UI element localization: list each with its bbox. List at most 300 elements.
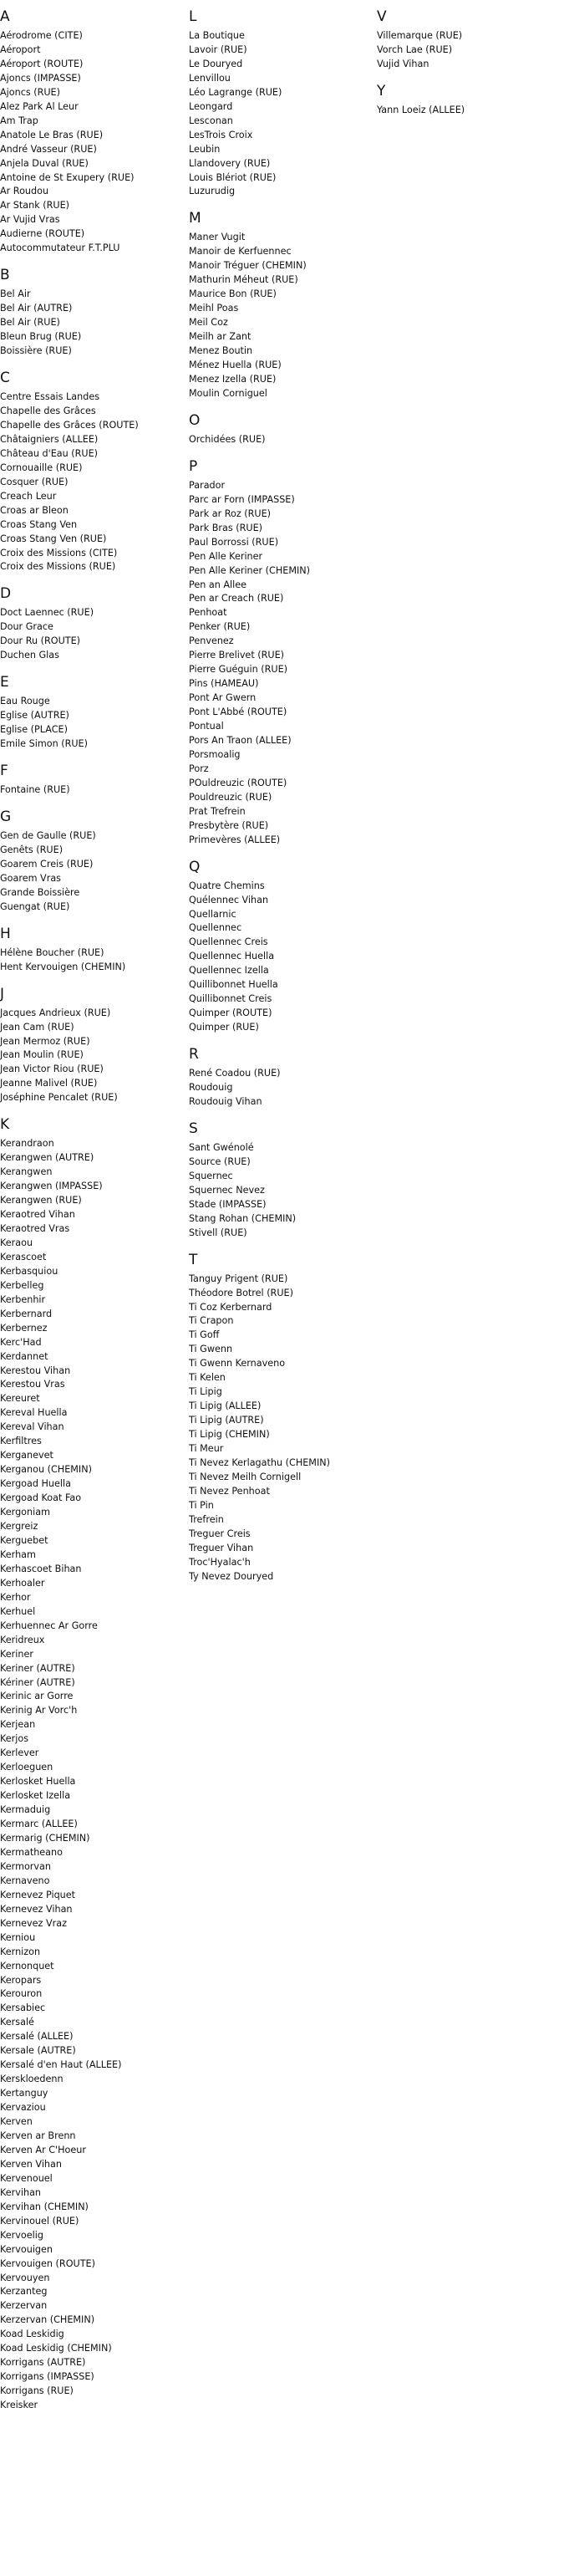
street-link[interactable]: Kernevez Piquet bbox=[0, 1889, 76, 1900]
street-link[interactable]: Ti Lipig bbox=[189, 1386, 222, 1398]
street-link[interactable]: Orchidées (RUE) bbox=[189, 433, 266, 445]
street-link[interactable]: Doct Laennec (RUE) bbox=[0, 607, 94, 619]
section-letter-heading: M bbox=[189, 210, 201, 227]
letter-section-c bbox=[0, 370, 184, 574]
street-link[interactable]: Kerloeguen bbox=[0, 1762, 53, 1773]
street-link[interactable]: Kerganou (CHEMIN) bbox=[0, 1464, 92, 1476]
street-link[interactable]: Antoine de St Exupery (RUE) bbox=[0, 171, 135, 183]
street-link[interactable]: Quillibonnet Creis bbox=[189, 993, 272, 1005]
street-link[interactable]: Kerangwen (IMPASSE) bbox=[0, 1181, 103, 1192]
street-link[interactable]: Ar Stank (RUE) bbox=[0, 200, 70, 212]
street-link[interactable]: Ti Goff bbox=[189, 1329, 220, 1341]
street-link[interactable]: Kerzervan (CHEMIN) bbox=[0, 2314, 95, 2326]
street-link[interactable]: Ti Crapon bbox=[189, 1315, 234, 1327]
street-link[interactable]: Keridreux bbox=[0, 1634, 45, 1645]
street-link[interactable]: Porz bbox=[189, 763, 209, 774]
street-link[interactable]: Korrigans (AUTRE) bbox=[0, 2357, 86, 2369]
street-link[interactable]: Kervihan bbox=[0, 2186, 42, 2198]
street-link[interactable]: Croas Stang Ven (RUE) bbox=[0, 533, 107, 544]
street-link[interactable]: Kerangwen bbox=[0, 1166, 53, 1178]
street-list bbox=[189, 1141, 373, 1241]
street-link[interactable]: Chapelle des Grâces bbox=[0, 405, 96, 416]
street-link[interactable]: Ti Nevez Meilh Cornigell bbox=[189, 1471, 302, 1482]
street-link[interactable]: Kerangwen (AUTRE) bbox=[0, 1152, 94, 1164]
street-link[interactable]: Eglise (PLACE) bbox=[0, 724, 68, 736]
street-link[interactable]: Goarem Creis (RUE) bbox=[0, 858, 94, 870]
letter-section-p bbox=[189, 458, 373, 848]
street-link[interactable]: Koad Leskidig (CHEMIN) bbox=[0, 2343, 112, 2354]
street-link[interactable]: Kermarc (ALLEE) bbox=[0, 1819, 78, 1830]
street-list bbox=[0, 288, 184, 359]
street-list bbox=[0, 390, 184, 574]
section-letter-heading: F bbox=[0, 763, 8, 780]
letter-section-t bbox=[189, 1252, 373, 1584]
street-link[interactable]: Prat Trefrein bbox=[189, 805, 246, 817]
street-link[interactable]: Leongard bbox=[189, 100, 233, 112]
street-link[interactable]: Pont L'Abbé (ROUTE) bbox=[189, 706, 287, 718]
street-link[interactable]: Ti Gwenn bbox=[189, 1344, 233, 1355]
section-letter-heading: E bbox=[0, 674, 9, 691]
street-link[interactable]: Croix des Missions (RUE) bbox=[0, 561, 116, 573]
street-link[interactable]: Kereval Huella bbox=[0, 1407, 68, 1419]
street-index-column-2 bbox=[189, 0, 373, 1584]
street-link[interactable]: Kerc'Had bbox=[0, 1336, 42, 1348]
street-link[interactable]: Kerlosket Izella bbox=[0, 1790, 71, 1802]
street-list bbox=[189, 231, 373, 400]
street-list bbox=[189, 1273, 373, 1584]
street-link[interactable]: Kerham bbox=[0, 1548, 36, 1560]
street-link[interactable]: Kersalé d'en Haut (ALLEE) bbox=[0, 2059, 122, 2071]
street-link[interactable]: Kersabiec bbox=[0, 2002, 46, 2014]
street-link[interactable]: Vorch Lae (RUE) bbox=[377, 43, 453, 55]
street-link[interactable]: Kerhoaler bbox=[0, 1577, 45, 1589]
street-index-column-1 bbox=[0, 0, 184, 2413]
street-link[interactable]: Meihl Poas bbox=[189, 303, 239, 314]
street-link[interactable]: Yann Loeiz (ALLEE) bbox=[377, 104, 465, 115]
street-link[interactable]: Boissière (RUE) bbox=[0, 345, 72, 357]
street-link[interactable]: Pont Ar Gwern bbox=[189, 692, 257, 704]
street-link[interactable]: Ar Vujid Vras bbox=[0, 214, 60, 226]
section-letter-heading: H bbox=[0, 925, 11, 942]
street-link[interactable]: Eglise (AUTRE) bbox=[0, 710, 69, 722]
letter-section-j bbox=[0, 986, 184, 1106]
street-link[interactable]: Duchen Glas bbox=[0, 650, 59, 661]
street-link[interactable]: Jean Victor Riou (RUE) bbox=[0, 1064, 104, 1075]
street-link[interactable]: Pen an Allee bbox=[189, 579, 247, 590]
letter-section-g bbox=[0, 809, 184, 915]
street-link[interactable]: Stivell (RUE) bbox=[189, 1227, 247, 1238]
street-link[interactable]: Autocommutateur F.T.PLU bbox=[0, 242, 120, 254]
street-link[interactable]: Jeanne Malivel (RUE) bbox=[0, 1078, 98, 1089]
street-link[interactable]: Korrigans (IMPASSE) bbox=[0, 2371, 94, 2383]
street-link[interactable]: Joséphine Pencalet (RUE) bbox=[0, 1092, 118, 1104]
street-link[interactable]: Mathurin Méheut (RUE) bbox=[189, 274, 298, 286]
street-link[interactable]: Kernizon bbox=[0, 1946, 41, 1957]
street-link[interactable]: Châtaigniers (ALLEE) bbox=[0, 433, 99, 445]
street-link[interactable]: Goarem Vras bbox=[0, 872, 61, 884]
letter-section-a bbox=[0, 8, 184, 256]
street-link[interactable]: Kerangwen (RUE) bbox=[0, 1195, 82, 1206]
street-link[interactable]: Ti Lipig (CHEMIN) bbox=[189, 1429, 270, 1441]
street-link[interactable]: Stang Rohan (CHEMIN) bbox=[189, 1212, 297, 1224]
section-letter-heading: P bbox=[189, 457, 198, 475]
street-link[interactable]: Source (RUE) bbox=[189, 1155, 251, 1167]
street-link[interactable]: Maner Vugit bbox=[189, 232, 246, 243]
section-letter-heading: V bbox=[377, 8, 387, 25]
street-link[interactable]: Gen de Gaulle (RUE) bbox=[0, 829, 96, 841]
street-link[interactable]: Quimper (ROUTE) bbox=[189, 1007, 272, 1019]
street-link[interactable]: Kerinic ar Gorre bbox=[0, 1691, 74, 1702]
street-list bbox=[189, 880, 373, 1035]
street-link[interactable]: Croas Stang Ven bbox=[0, 518, 78, 530]
street-link[interactable]: Lavoir (RUE) bbox=[189, 43, 247, 55]
street-link[interactable]: Pouldreuzic (RUE) bbox=[189, 791, 272, 803]
section-letter-heading: A bbox=[0, 8, 10, 25]
street-link[interactable]: Kergoad Huella bbox=[0, 1478, 71, 1490]
street-link[interactable]: Koad Leskidig bbox=[0, 2329, 64, 2340]
street-link[interactable]: Manoir Tréguer (CHEMIN) bbox=[189, 260, 307, 272]
street-link[interactable]: Penhoat bbox=[189, 607, 227, 619]
street-link[interactable]: Ti Meur bbox=[189, 1443, 224, 1455]
street-link[interactable]: Quellennec Creis bbox=[189, 936, 268, 948]
street-link[interactable]: Kerskloedenn bbox=[0, 2074, 64, 2085]
street-link[interactable]: Keraotred Vihan bbox=[0, 1209, 75, 1221]
street-link[interactable]: Villemarque (RUE) bbox=[377, 30, 463, 41]
street-link[interactable]: Ti Nevez Penhoat bbox=[189, 1485, 270, 1497]
street-link[interactable]: Pins (HAMEAU) bbox=[189, 678, 259, 690]
street-link[interactable]: Bel Air (RUE) bbox=[0, 317, 60, 329]
street-link[interactable]: Keraotred Vras bbox=[0, 1223, 70, 1234]
street-link[interactable]: Meilh ar Zant bbox=[189, 331, 252, 343]
street-link[interactable]: Stade (IMPASSE) bbox=[189, 1198, 267, 1210]
street-link[interactable]: Kereuret bbox=[0, 1393, 40, 1405]
street-list bbox=[0, 829, 184, 915]
street-link[interactable]: Luzurudig bbox=[189, 186, 236, 197]
street-link[interactable]: Maurice Bon (RUE) bbox=[189, 288, 277, 300]
street-link[interactable]: Trefrein bbox=[189, 1513, 224, 1525]
street-link[interactable]: Ti Pin bbox=[189, 1499, 214, 1511]
street-link[interactable]: Lenvillou bbox=[189, 72, 231, 84]
street-link[interactable]: Kerouron bbox=[0, 1988, 43, 2000]
letter-section-h bbox=[0, 926, 184, 975]
street-link[interactable]: Kermatheano bbox=[0, 1846, 63, 1858]
street-link[interactable]: Vujid Vihan bbox=[377, 58, 429, 69]
section-letter-heading: C bbox=[0, 370, 10, 387]
street-link[interactable]: Roudouig Vihan bbox=[189, 1096, 262, 1107]
street-link[interactable]: Squernec Nevez bbox=[189, 1184, 265, 1196]
letter-section-l bbox=[189, 8, 373, 199]
street-link[interactable]: Leubin bbox=[189, 143, 221, 155]
street-link[interactable]: Fontaine (RUE) bbox=[0, 784, 70, 796]
street-link[interactable]: Kerguebet bbox=[0, 1534, 48, 1546]
street-link[interactable]: Roudouig bbox=[189, 1082, 233, 1094]
street-link[interactable]: Kerestou Vras bbox=[0, 1379, 65, 1390]
street-link[interactable]: Alez Park Al Leur bbox=[0, 100, 79, 112]
street-link[interactable]: Kervouigen bbox=[0, 2243, 53, 2255]
street-link[interactable]: Château d'Eau (RUE) bbox=[0, 447, 99, 459]
street-list bbox=[189, 1067, 373, 1109]
section-letter-heading: L bbox=[189, 8, 197, 25]
street-link[interactable]: Kerven ar Brenn bbox=[0, 2130, 76, 2141]
street-link[interactable]: Kervouyen bbox=[0, 2272, 50, 2283]
street-link[interactable]: Kernevez Vraz bbox=[0, 1917, 67, 1929]
street-link[interactable]: Kerzanteg bbox=[0, 2286, 48, 2298]
street-link[interactable]: Kervoelig bbox=[0, 2229, 43, 2241]
street-link[interactable]: Kerven Ar C'Hoeur bbox=[0, 2144, 86, 2155]
street-link[interactable]: Pierre Guéguin (RUE) bbox=[189, 664, 288, 676]
street-link[interactable]: Cornouaille (RUE) bbox=[0, 462, 83, 473]
street-link[interactable]: Ménez Huella (RUE) bbox=[189, 360, 282, 371]
street-link[interactable]: Bleun Brug (RUE) bbox=[0, 331, 82, 343]
street-link[interactable]: Kerjos bbox=[0, 1733, 29, 1745]
street-link[interactable]: Kreisker bbox=[0, 2400, 38, 2411]
street-link[interactable]: POuldreuzic (ROUTE) bbox=[189, 777, 287, 788]
street-link[interactable]: Kervihan (CHEMIN) bbox=[0, 2201, 89, 2212]
street-link[interactable]: Keraou bbox=[0, 1237, 33, 1248]
street-link[interactable]: Ajoncs (IMPASSE) bbox=[0, 72, 81, 84]
street-link[interactable]: Kermaduig bbox=[0, 1804, 51, 1816]
street-link[interactable]: Bel Air bbox=[0, 288, 31, 300]
letter-section-v bbox=[377, 8, 561, 72]
street-link[interactable]: Kervenouel bbox=[0, 2172, 53, 2184]
street-link[interactable]: Kerven Vihan bbox=[0, 2158, 62, 2170]
street-link[interactable]: Kernaveno bbox=[0, 1875, 50, 1886]
street-link[interactable]: Pors An Traon (ALLEE) bbox=[189, 734, 292, 746]
street-link[interactable]: Hent Kervouigen (CHEMIN) bbox=[0, 961, 126, 972]
section-letter-heading: J bbox=[0, 985, 5, 1002]
street-list bbox=[0, 1007, 184, 1106]
street-link[interactable]: Ajoncs (RUE) bbox=[0, 86, 60, 98]
street-link[interactable]: Croix des Missions (CITE) bbox=[0, 547, 118, 559]
street-link[interactable]: Aérodrome (CITE) bbox=[0, 30, 83, 41]
street-link[interactable]: Am Trap bbox=[0, 115, 38, 126]
street-link[interactable]: Ti Lipig (ALLEE) bbox=[189, 1400, 262, 1412]
street-link[interactable]: Kerlosket Huella bbox=[0, 1776, 76, 1788]
street-link[interactable]: Pierre Brelivet (RUE) bbox=[189, 650, 285, 661]
street-list bbox=[0, 695, 184, 752]
street-link[interactable]: Ti Coz Kerbernard bbox=[189, 1301, 272, 1313]
street-link[interactable]: Park Bras (RUE) bbox=[189, 522, 263, 533]
street-link[interactable]: Dour Ru (ROUTE) bbox=[0, 635, 81, 647]
letter-section-o bbox=[189, 412, 373, 447]
street-link[interactable]: Jean Mermoz (RUE) bbox=[0, 1035, 90, 1047]
street-link[interactable]: Chapelle des Grâces (ROUTE) bbox=[0, 419, 139, 431]
street-list bbox=[189, 479, 373, 848]
street-link[interactable]: Croas ar Bleon bbox=[0, 504, 69, 516]
street-link[interactable]: La Boutique bbox=[189, 30, 245, 41]
street-link[interactable]: Kergreiz bbox=[0, 1521, 38, 1533]
street-link[interactable]: Kernevez Vihan bbox=[0, 1903, 73, 1915]
letter-section-b bbox=[0, 267, 184, 359]
street-link[interactable]: Centre Essais Landes bbox=[0, 391, 100, 403]
street-list bbox=[377, 29, 561, 72]
street-link[interactable]: Aéroport (ROUTE) bbox=[0, 58, 84, 69]
street-link[interactable]: Cosquer (RUE) bbox=[0, 476, 69, 487]
section-letter-heading: S bbox=[189, 1120, 198, 1137]
street-link[interactable]: Kerfiltres bbox=[0, 1436, 42, 1447]
section-letter-heading: G bbox=[0, 808, 12, 825]
street-link[interactable]: Bel Air (AUTRE) bbox=[0, 303, 73, 314]
street-link[interactable]: Ar Roudou bbox=[0, 186, 49, 197]
street-link[interactable]: Jean Cam (RUE) bbox=[0, 1021, 74, 1033]
section-letter-heading: K bbox=[0, 1116, 10, 1134]
street-link[interactable]: Ti Lipig (AUTRE) bbox=[189, 1415, 264, 1426]
street-link[interactable]: Kerascoet bbox=[0, 1251, 47, 1262]
street-link[interactable]: Louis Blériot (RUE) bbox=[189, 171, 277, 183]
street-link[interactable]: Park ar Roz (RUE) bbox=[189, 508, 272, 519]
street-link[interactable]: Ty Nevez Douryed bbox=[189, 1570, 274, 1582]
street-link[interactable]: Kerbenhir bbox=[0, 1293, 46, 1305]
street-link[interactable]: Ti Nevez Kerlagathu (CHEMIN) bbox=[189, 1457, 330, 1469]
street-link[interactable]: Kerbasquiou bbox=[0, 1265, 58, 1277]
street-link[interactable]: Llandovery (RUE) bbox=[189, 157, 271, 169]
street-list bbox=[189, 29, 373, 199]
street-link[interactable]: Quellarnic bbox=[189, 908, 236, 920]
section-letter-heading: O bbox=[189, 411, 201, 429]
street-link[interactable]: Menez Izella (RUE) bbox=[189, 373, 277, 385]
street-link[interactable]: Kerbernez bbox=[0, 1322, 48, 1334]
street-link[interactable]: Parador bbox=[189, 479, 226, 491]
street-link[interactable]: Kerniou bbox=[0, 1931, 36, 1943]
street-list bbox=[0, 946, 184, 975]
street-link[interactable]: Kermorvan bbox=[0, 1860, 51, 1872]
street-link[interactable]: LesTrois Croix bbox=[189, 129, 253, 140]
street-link[interactable]: Treguer Creis bbox=[189, 1528, 251, 1539]
street-link[interactable]: Ti Gwenn Kernaveno bbox=[189, 1358, 286, 1370]
street-link[interactable]: Kereval Vihan bbox=[0, 1421, 64, 1433]
street-link[interactable]: Hélène Boucher (RUE) bbox=[0, 946, 104, 958]
street-link[interactable]: Troc'Hyalac'h bbox=[189, 1556, 251, 1568]
street-link[interactable]: Aéroport bbox=[0, 43, 41, 55]
street-list bbox=[0, 1137, 184, 2413]
street-link[interactable]: Quellennec bbox=[189, 922, 242, 934]
street-link[interactable]: Kervouigen (ROUTE) bbox=[0, 2257, 95, 2269]
section-letter-heading: T bbox=[189, 1251, 198, 1268]
street-link[interactable]: Creach Leur bbox=[0, 490, 57, 502]
street-link[interactable]: Korrigans (RUE) bbox=[0, 2385, 74, 2397]
street-link[interactable]: Tanguy Prigent (RUE) bbox=[189, 1273, 288, 1284]
street-link[interactable]: Le Douryed bbox=[189, 58, 243, 69]
street-link[interactable]: Treguer Vihan bbox=[189, 1542, 254, 1553]
street-list bbox=[0, 783, 184, 798]
street-link[interactable]: Primevères (ALLEE) bbox=[189, 834, 281, 845]
section-letter-heading: D bbox=[0, 585, 12, 603]
street-link[interactable]: Kerzervan bbox=[0, 2300, 48, 2312]
street-link[interactable]: Keropars bbox=[0, 1974, 42, 1986]
street-link[interactable]: Keriner (AUTRE) bbox=[0, 1662, 75, 1674]
street-link[interactable]: Kerganevet bbox=[0, 1450, 53, 1461]
street-list bbox=[377, 104, 561, 118]
street-link[interactable]: Ti Kelen bbox=[189, 1372, 226, 1384]
street-link[interactable]: Quatre Chemins bbox=[189, 880, 265, 891]
street-link[interactable]: Pen Alle Keriner bbox=[189, 550, 263, 562]
street-link[interactable]: Kergoniam bbox=[0, 1507, 50, 1518]
street-link[interactable]: Guengat (RUE) bbox=[0, 900, 70, 912]
street-link[interactable]: Kersalé bbox=[0, 2017, 34, 2028]
street-link[interactable]: Jean Moulin (RUE) bbox=[0, 1049, 84, 1061]
street-link[interactable]: Quellennec Huella bbox=[189, 951, 275, 962]
section-letter-heading: B bbox=[0, 267, 10, 284]
street-link[interactable]: Kermarig (CHEMIN) bbox=[0, 1832, 90, 1844]
street-link[interactable]: Kerhuennec Ar Gorre bbox=[0, 1620, 98, 1631]
street-link[interactable]: Lesconan bbox=[189, 115, 233, 126]
street-link[interactable]: Eau Rouge bbox=[0, 696, 50, 707]
street-link[interactable]: Dour Grace bbox=[0, 621, 53, 633]
letter-section-r bbox=[189, 1046, 373, 1109]
street-link[interactable]: Anjela Duval (RUE) bbox=[0, 157, 89, 169]
street-link[interactable]: Grande Boissière bbox=[0, 886, 80, 898]
street-link[interactable]: Léo Lagrange (RUE) bbox=[189, 86, 282, 98]
street-link[interactable]: Kerjean bbox=[0, 1719, 36, 1731]
street-link[interactable]: Genêts (RUE) bbox=[0, 844, 64, 855]
letter-section-f bbox=[0, 763, 184, 798]
street-link[interactable]: Kerlever bbox=[0, 1747, 39, 1759]
street-link[interactable]: Kerestou Vihan bbox=[0, 1365, 71, 1376]
street-link[interactable]: Porsmoalig bbox=[189, 748, 241, 760]
street-link[interactable]: Presbytère (RUE) bbox=[189, 819, 269, 831]
street-link[interactable]: Kerandraon bbox=[0, 1138, 54, 1150]
street-link[interactable]: Emile Simon (RUE) bbox=[0, 738, 88, 750]
street-link[interactable]: Théodore Botrel (RUE) bbox=[189, 1287, 293, 1298]
street-link[interactable]: Kervaziou bbox=[0, 2102, 46, 2114]
street-link[interactable]: Quélennec Vihan bbox=[189, 894, 269, 905]
street-link[interactable]: Kervinouel (RUE) bbox=[0, 2215, 79, 2227]
street-link[interactable]: Penker (RUE) bbox=[189, 621, 251, 633]
section-letter-heading: Q bbox=[189, 858, 201, 875]
street-link[interactable]: Meil Coz bbox=[189, 317, 228, 329]
street-link[interactable]: Quillibonnet Huella bbox=[189, 979, 278, 991]
street-link[interactable]: Kerhuel bbox=[0, 1605, 36, 1617]
street-link[interactable]: Quimper (RUE) bbox=[189, 1022, 259, 1033]
street-link[interactable]: Pen ar Creach (RUE) bbox=[189, 593, 284, 604]
street-link[interactable]: Kériner (AUTRE) bbox=[0, 1676, 75, 1688]
street-link[interactable]: Squernec bbox=[189, 1170, 233, 1181]
street-link[interactable]: Kerven bbox=[0, 2116, 33, 2128]
street-link[interactable]: Moulin Corniguel bbox=[189, 387, 267, 399]
street-link[interactable]: Kerhascoet Bihan bbox=[0, 1563, 82, 1574]
street-link[interactable]: André Vasseur (RUE) bbox=[0, 143, 97, 155]
street-link[interactable]: Pen Alle Keriner (CHEMIN) bbox=[189, 564, 311, 576]
street-list bbox=[189, 433, 373, 447]
street-link[interactable]: Sant Gwénolé bbox=[189, 1141, 254, 1153]
street-link[interactable]: Keriner bbox=[0, 1648, 33, 1660]
letter-section-y bbox=[377, 83, 561, 118]
street-link[interactable]: Paul Borrossi (RUE) bbox=[189, 536, 279, 548]
street-link[interactable]: Anatole Le Bras (RUE) bbox=[0, 129, 104, 140]
street-link[interactable]: Kergoad Koat Fao bbox=[0, 1492, 82, 1504]
street-link[interactable]: Kerbelleg bbox=[0, 1279, 44, 1291]
street-link[interactable]: Kersale (AUTRE) bbox=[0, 2045, 76, 2057]
street-link[interactable]: René Coadou (RUE) bbox=[189, 1068, 281, 1079]
street-link[interactable]: Jacques Andrieux (RUE) bbox=[0, 1007, 111, 1018]
street-link[interactable]: Kerinig Ar Vorc'h bbox=[0, 1705, 78, 1716]
street-link[interactable]: Quellennec Izella bbox=[189, 965, 269, 977]
street-link[interactable]: Parc ar Forn (IMPASSE) bbox=[189, 493, 295, 505]
street-link[interactable]: Pontual bbox=[189, 721, 224, 732]
street-link[interactable]: Kernonquet bbox=[0, 1960, 54, 1972]
street-link[interactable]: Kertanguy bbox=[0, 2088, 48, 2099]
street-link[interactable]: Kerhor bbox=[0, 1591, 31, 1603]
section-letter-heading: R bbox=[189, 1046, 199, 1064]
street-link[interactable]: Kerbernard bbox=[0, 1308, 53, 1319]
street-link[interactable]: Audierne (ROUTE) bbox=[0, 228, 85, 240]
street-link[interactable]: Penvenez bbox=[189, 635, 234, 647]
street-link[interactable]: Kerdannet bbox=[0, 1350, 48, 1362]
street-link[interactable]: Menez Boutin bbox=[189, 345, 253, 357]
street-link[interactable]: Manoir de Kerfuennec bbox=[189, 246, 292, 258]
letter-section-s bbox=[189, 1120, 373, 1241]
street-link[interactable]: Kersalé (ALLEE) bbox=[0, 2031, 74, 2043]
